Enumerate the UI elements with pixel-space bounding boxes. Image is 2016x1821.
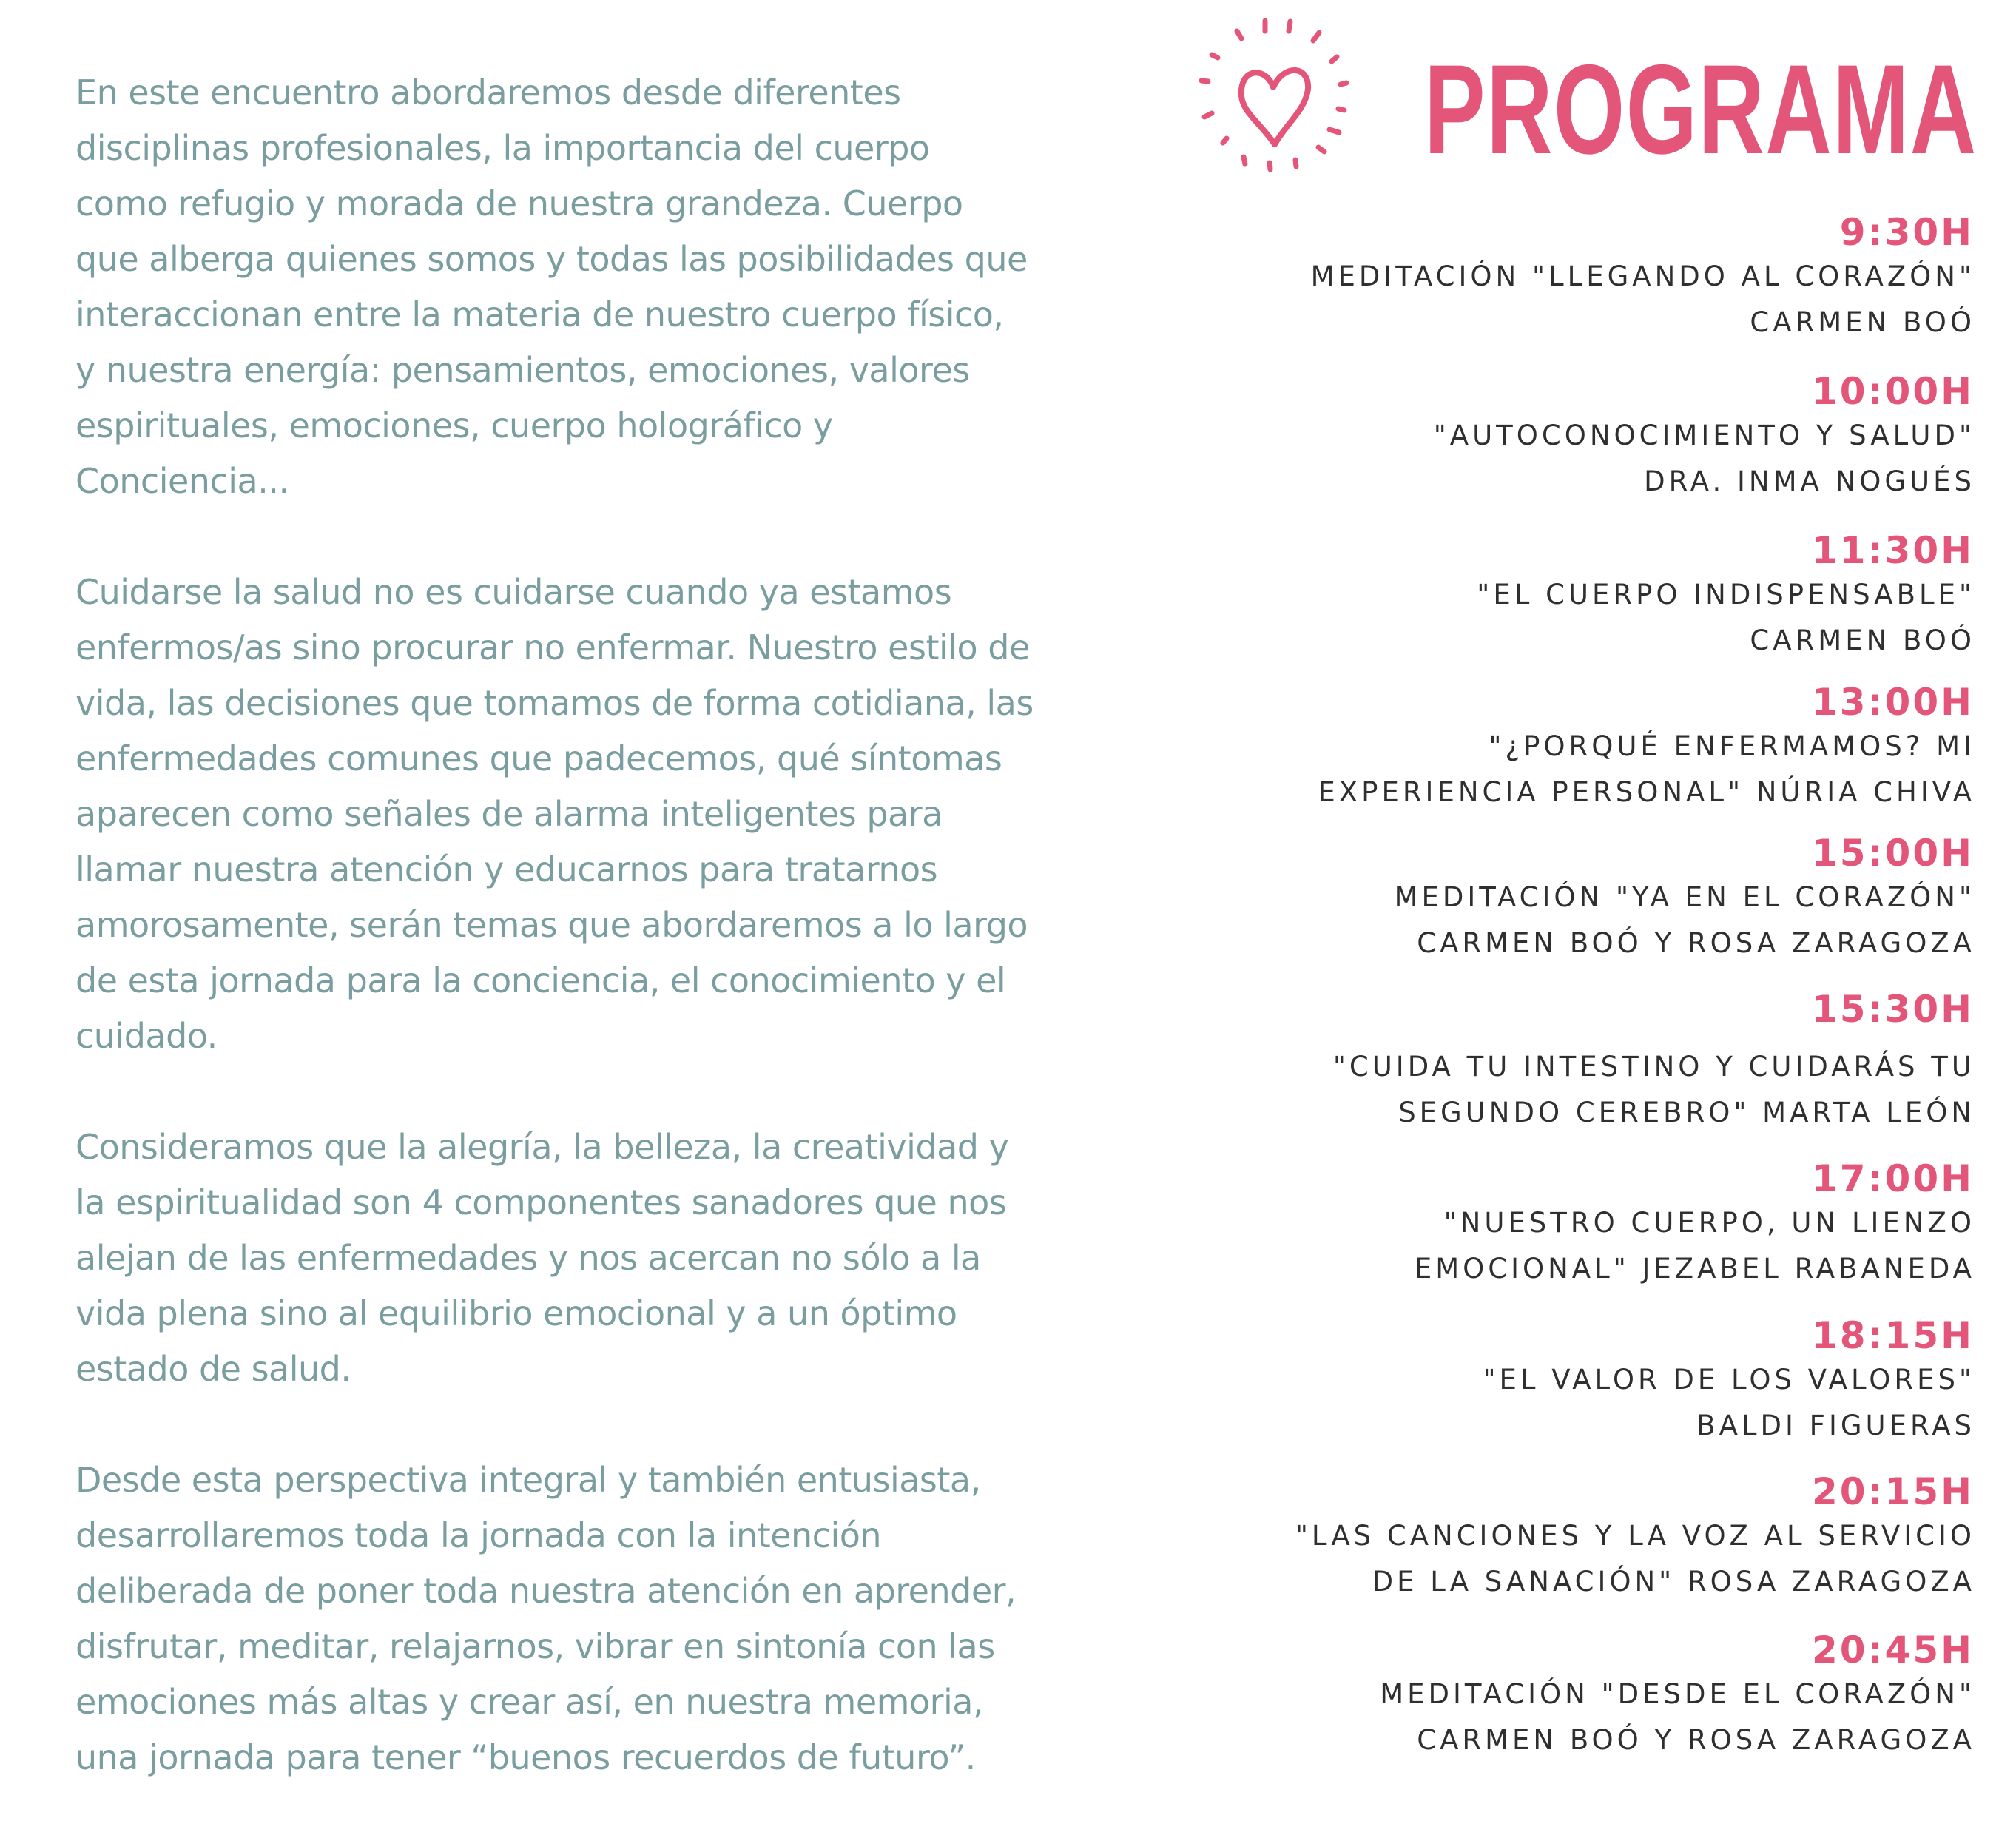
schedule-title: "EL VALOR DE LOS VALORES" — [1483, 1364, 1975, 1396]
schedule-title: "CUIDA TU INTESTINO Y CUIDARÁS TU — [1332, 1051, 1975, 1083]
schedule-time: 20:45H — [1811, 1629, 1974, 1672]
schedule-item — [1128, 1314, 1975, 1449]
schedule-title: "EL CUERPO INDISPENSABLE" — [1477, 579, 1975, 610]
schedule-time: 20:15H — [1811, 1470, 1974, 1513]
schedule-item — [1128, 1629, 1975, 1763]
intro-text — [75, 65, 1156, 1785]
schedule-item — [1128, 211, 1975, 346]
schedule-title: "¿PORQUÉ ENFERMAMOS? MI — [1489, 730, 1975, 762]
schedule-title: "LAS CANCIONES Y LA VOZ AL SERVICIO — [1295, 1520, 1975, 1552]
schedule-title: MEDITACIÓN "YA EN EL CORAZÓN" — [1394, 881, 1975, 913]
schedule-speaker: CARMEN BOÓ — [1750, 625, 1975, 656]
schedule-speaker: EMOCIONAL" JEZABEL RABANEDA — [1414, 1253, 1975, 1285]
schedule-title: MEDITACIÓN "DESDE EL CORAZÓN" — [1380, 1678, 1975, 1710]
schedule-time: 13:00H — [1811, 681, 1974, 724]
schedule-speaker: CARMEN BOÓ Y ROSA ZARAGOZA — [1417, 1724, 1975, 1756]
schedule-time: 15:30H — [1811, 988, 1974, 1031]
schedule-time: 17:00H — [1811, 1157, 1974, 1200]
schedule-time: 9:30H — [1839, 211, 1974, 254]
schedule-item — [1128, 529, 1975, 664]
schedule-list — [1128, 0, 1975, 1821]
schedule-speaker: SEGUNDO CEREBRO" MARTA LEÓN — [1398, 1097, 1975, 1128]
schedule-speaker: BALDI FIGUERAS — [1696, 1410, 1975, 1441]
schedule-speaker: EXPERIENCIA PERSONAL" NÚRIA CHIVA — [1318, 776, 1975, 808]
schedule-speaker: DE LA SANACIÓN" ROSA ZARAGOZA — [1372, 1566, 1975, 1598]
schedule-time: 10:00H — [1811, 370, 1974, 413]
schedule-time: 18:15H — [1811, 1314, 1974, 1357]
intro-paragraph: Desde esta perspectiva integral y también entusiasta, desarrollaremos toda la jornada con la intención deliberada de poner toda nuestra atención en aprender, disfrutar, meditar, relajarnos, vibrar en sintonía con las emociones más altas y crear así, en nuestra memoria, una jornada para tener “buenos recuerdos de futuro”. — [75, 1460, 1017, 1777]
intro-paragraph: Consideramos que la alegría, la belleza, la creatividad y la espiritualidad son 4 componentes sanadores que nos alejan de las enfermedades y nos acercan no sólo a la vida plena sino al equilibrio emocional y a un óptimo estado de salud. — [75, 1127, 1009, 1389]
schedule-title: MEDITACIÓN "LLEGANDO AL CORAZÓN" — [1310, 260, 1975, 292]
schedule-item — [1128, 1470, 1975, 1605]
schedule-speaker: CARMEN BOÓ Y ROSA ZARAGOZA — [1417, 927, 1975, 959]
schedule-item — [1128, 681, 1975, 815]
schedule-item — [1128, 1157, 1975, 1292]
intro-paragraph: Cuidarse la salud no es cuidarse cuando ya estamos enfermos/as sino procurar no enfermar. Nuestro estilo de vida, las decisiones que tomamos de forma cotidiana, las enfermedades comunes que padecemos, qué síntomas aparecen como señales de alarma inteligentes para llamar nuestra atención y educarnos para tratarnos amorosamente, serán temas que abordaremos a lo largo de esta jornada para la conciencia, el conocimiento y el cuidado. — [75, 572, 1034, 1056]
page-title: PROGRAMA — [1424, 38, 1978, 181]
schedule-speaker: CARMEN BOÓ — [1750, 306, 1975, 338]
schedule-item — [1128, 832, 1975, 966]
schedule-time: 15:00H — [1811, 832, 1974, 875]
schedule-item — [1128, 370, 1975, 505]
intro-paragraph: En este encuentro abordaremos desde diferentes disciplinas profesionales, la importancia del cuerpo como refugio y morada de nuestra grandeza. Cuerpo que alberga quienes somos y todas las posibilidades que interaccionan entre la materia de nuestro cuerpo físico, y nuestra energía: pensamientos, emociones, valores espirituales, emociones, cuerpo holográfico y Conciencia... — [75, 73, 1028, 501]
schedule-speaker: DRA. INMA NOGUÉS — [1644, 465, 1975, 497]
schedule-time: 11:30H — [1811, 529, 1974, 572]
schedule-item — [1128, 988, 1975, 1136]
schedule-title: "NUESTRO CUERPO, UN LIENZO — [1443, 1207, 1975, 1239]
schedule-title: "AUTOCONOCIMIENTO Y SALUD" — [1433, 420, 1975, 451]
